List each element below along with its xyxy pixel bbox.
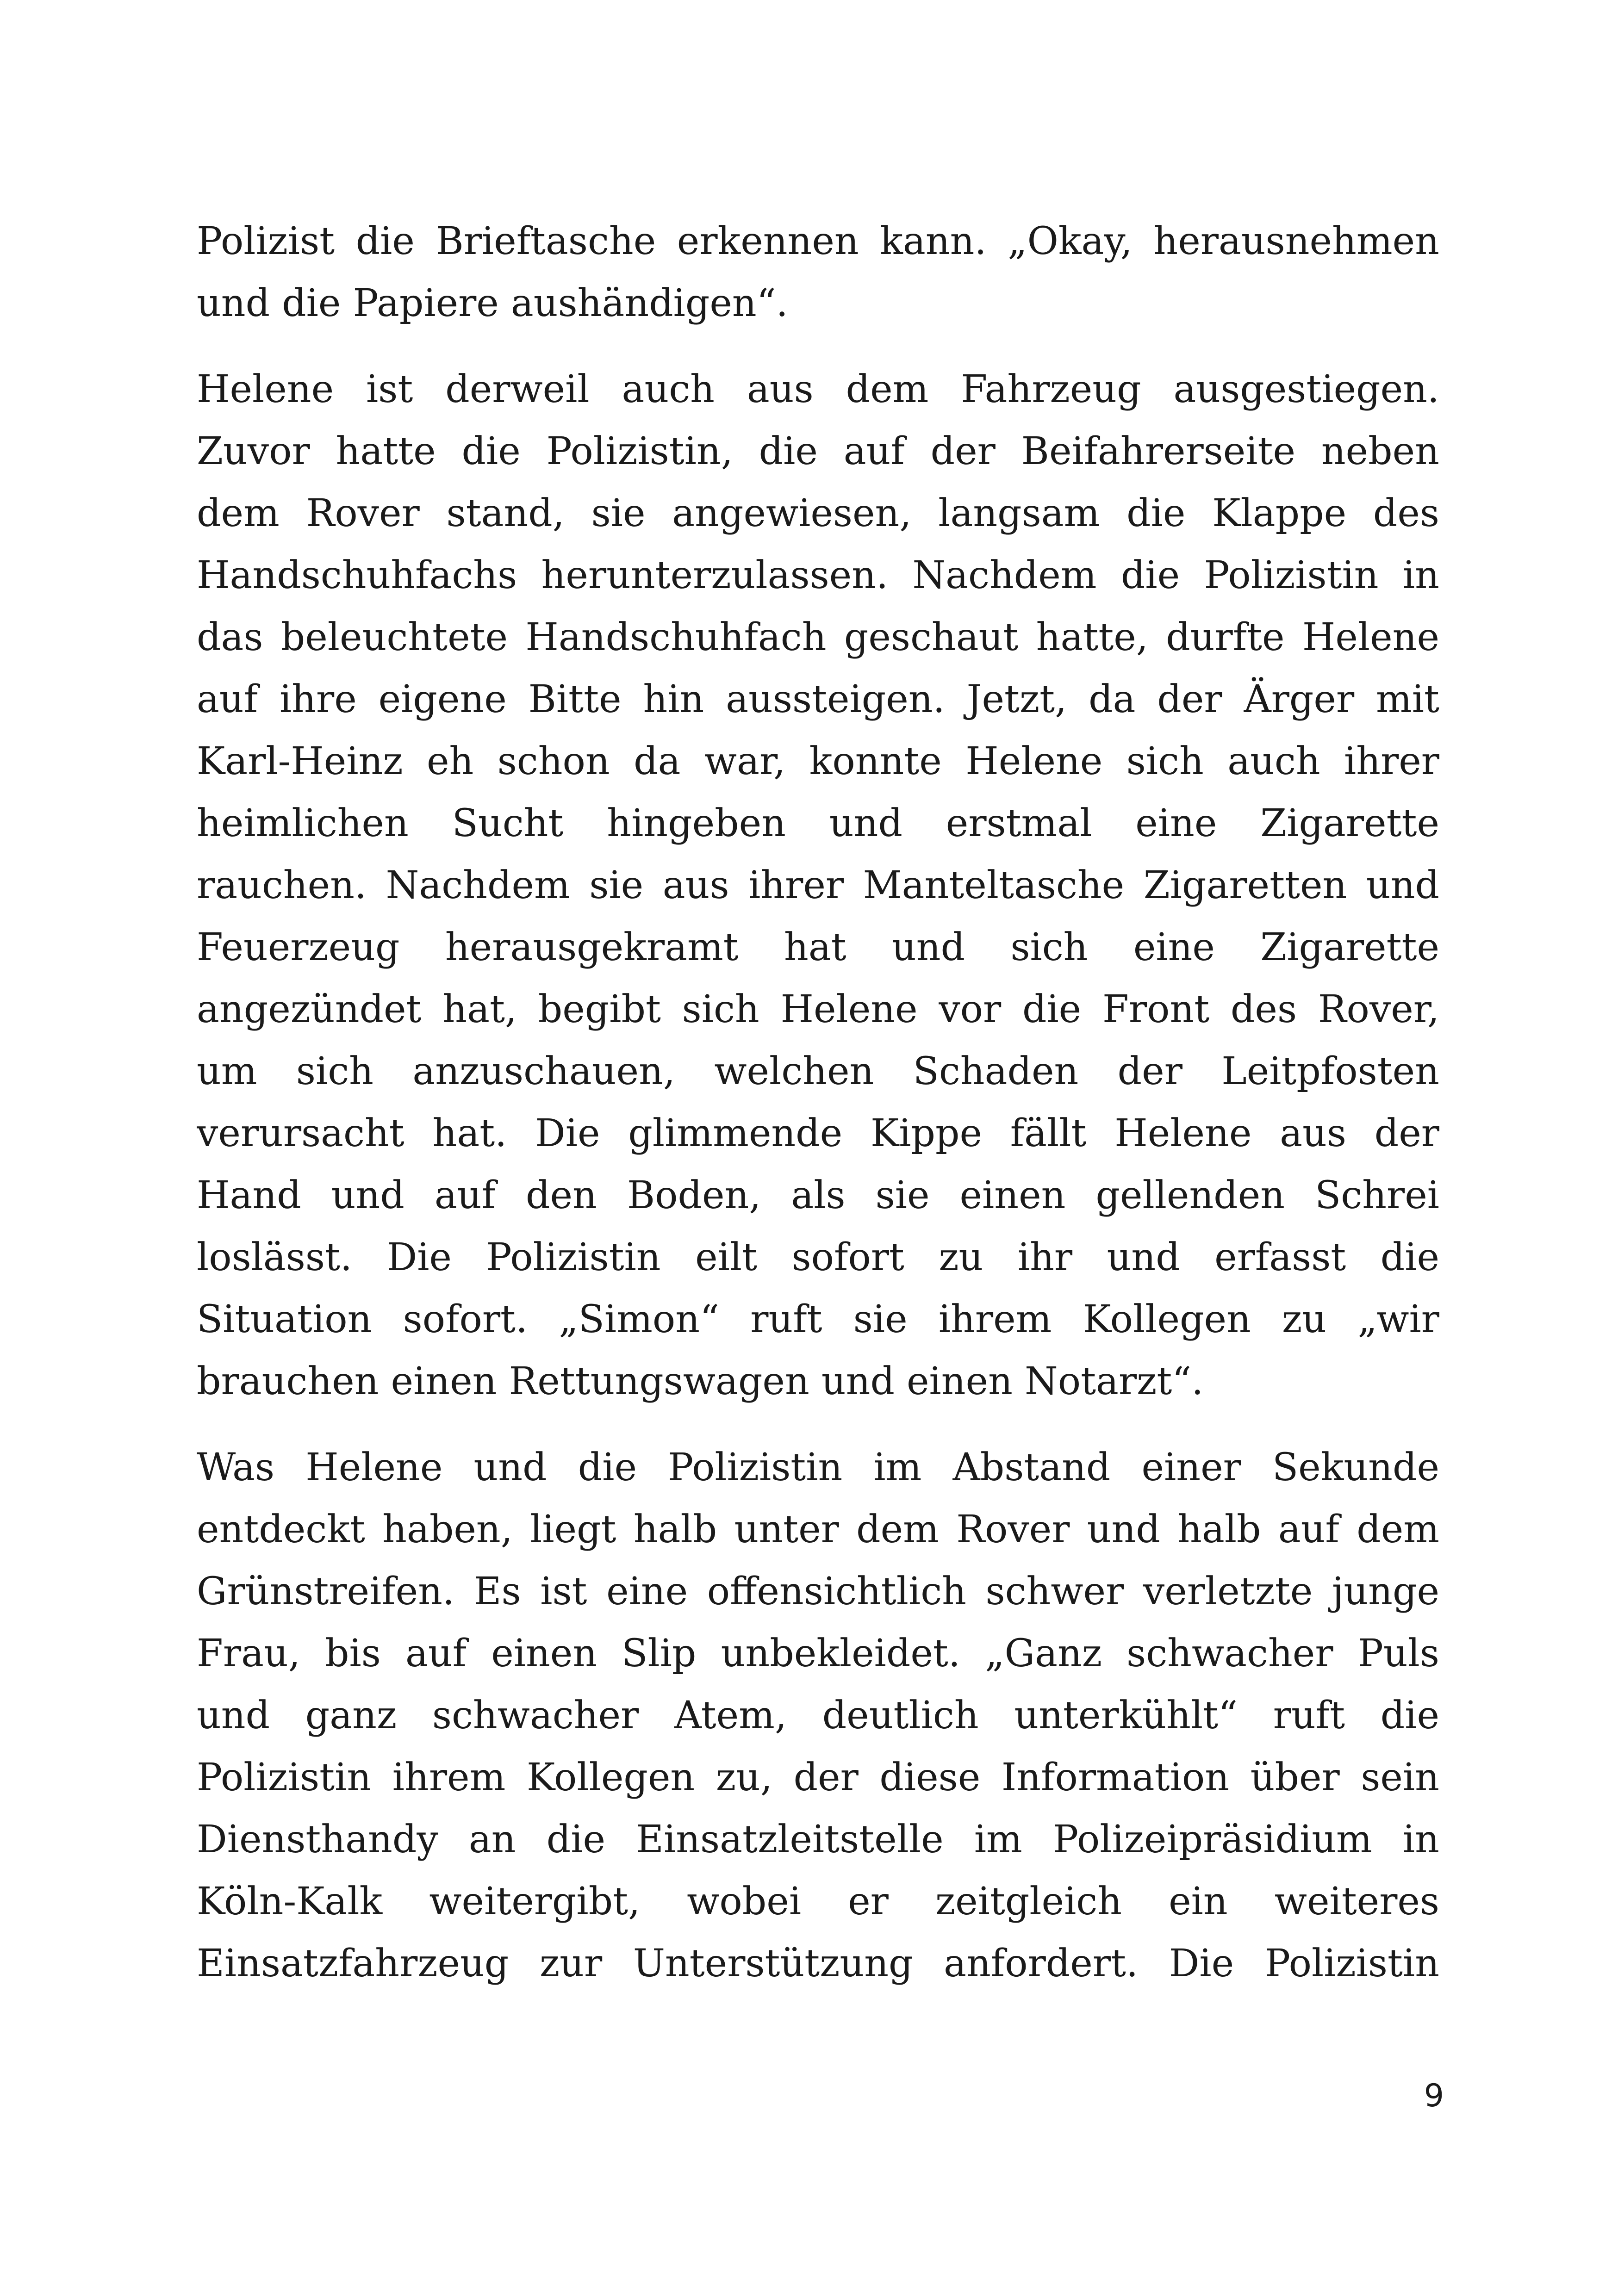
text-line: Einsatzfahrzeug zur Unterstützung anfordert. Die Polizistin: [197, 1942, 1439, 1986]
text-line: verursacht hat. Die glimmende Kippe fällt Helene aus der: [197, 1111, 1439, 1155]
text-line: brauchen einen Rettungswagen und einen Notarzt“.: [197, 1359, 1204, 1403]
text-line: um sich anzuschauen, welchen Schaden der Leitpfosten: [197, 1049, 1439, 1093]
text-line: auf ihre eigene Bitte hin aussteigen. Jetzt, da der Ärger mit: [197, 677, 1439, 721]
text-line: Grünstreifen. Es ist eine offensichtlich schwer verletzte junge: [197, 1570, 1439, 1613]
text-line: Hand und auf den Boden, als sie einen gellenden Schrei: [197, 1173, 1439, 1217]
body-text: [197, 211, 1439, 2019]
text-line: Feuerzeug herausgekramt hat und sich eine Zigarette: [197, 925, 1439, 969]
page-number: 9: [1424, 2078, 1444, 2114]
text-line: und die Papiere aushändigen“.: [197, 281, 788, 325]
text-line: entdeckt haben, liegt halb unter dem Rover und halb auf dem: [197, 1508, 1439, 1551]
text-line: Köln-Kalk weitergibt, wobei er zeitgleich ein weiteres: [197, 1880, 1439, 1924]
text-line: Helene ist derweil auch aus dem Fahrzeug ausgestiegen.: [197, 367, 1439, 411]
text-line: das beleuchtete Handschuhfach geschaut hatte, durfte Helene: [197, 615, 1439, 659]
text-line: Zuvor hatte die Polizistin, die auf der Beifahrerseite neben: [197, 429, 1439, 473]
text-line: Handschuhfachs herunterzulassen. Nachdem die Polizistin in: [197, 553, 1439, 597]
text-line: Karl-Heinz eh schon da war, konnte Helene sich auch ihrer: [197, 739, 1439, 783]
paragraph-3: [197, 1437, 1439, 1995]
paragraph-2: [197, 359, 1439, 1413]
text-line: Situation sofort. „Simon“ ruft sie ihrem Kollegen zu „wir: [197, 1297, 1439, 1341]
text-line: heimlichen Sucht hingeben und erstmal eine Zigarette: [197, 801, 1439, 845]
text-line: rauchen. Nachdem sie aus ihrer Manteltasche Zigaretten und: [197, 863, 1439, 907]
text-line: Was Helene und die Polizistin im Abstand einer Sekunde: [197, 1446, 1439, 1489]
paragraph-1: [197, 211, 1439, 335]
text-line: angezündet hat, begibt sich Helene vor die Front des Rover,: [197, 987, 1439, 1031]
text-line: loslässt. Die Polizistin eilt sofort zu ihr und erfasst die: [197, 1235, 1439, 1279]
text-line: und ganz schwacher Atem, deutlich unterkühlt“ ruft die: [197, 1694, 1439, 1738]
text-line: Frau, bis auf einen Slip unbekleidet. „Ganz schwacher Puls: [197, 1632, 1439, 1675]
text-line: dem Rover stand, sie angewiesen, langsam die Klappe des: [197, 491, 1439, 535]
text-line: Polizistin ihrem Kollegen zu, der diese Information über sein: [197, 1756, 1439, 1800]
text-line: Diensthandy an die Einsatzleitstelle im Polizeipräsidium in: [197, 1818, 1439, 1862]
text-line: Polizist die Brieftasche erkennen kann. „Okay, herausnehmen: [197, 219, 1439, 263]
